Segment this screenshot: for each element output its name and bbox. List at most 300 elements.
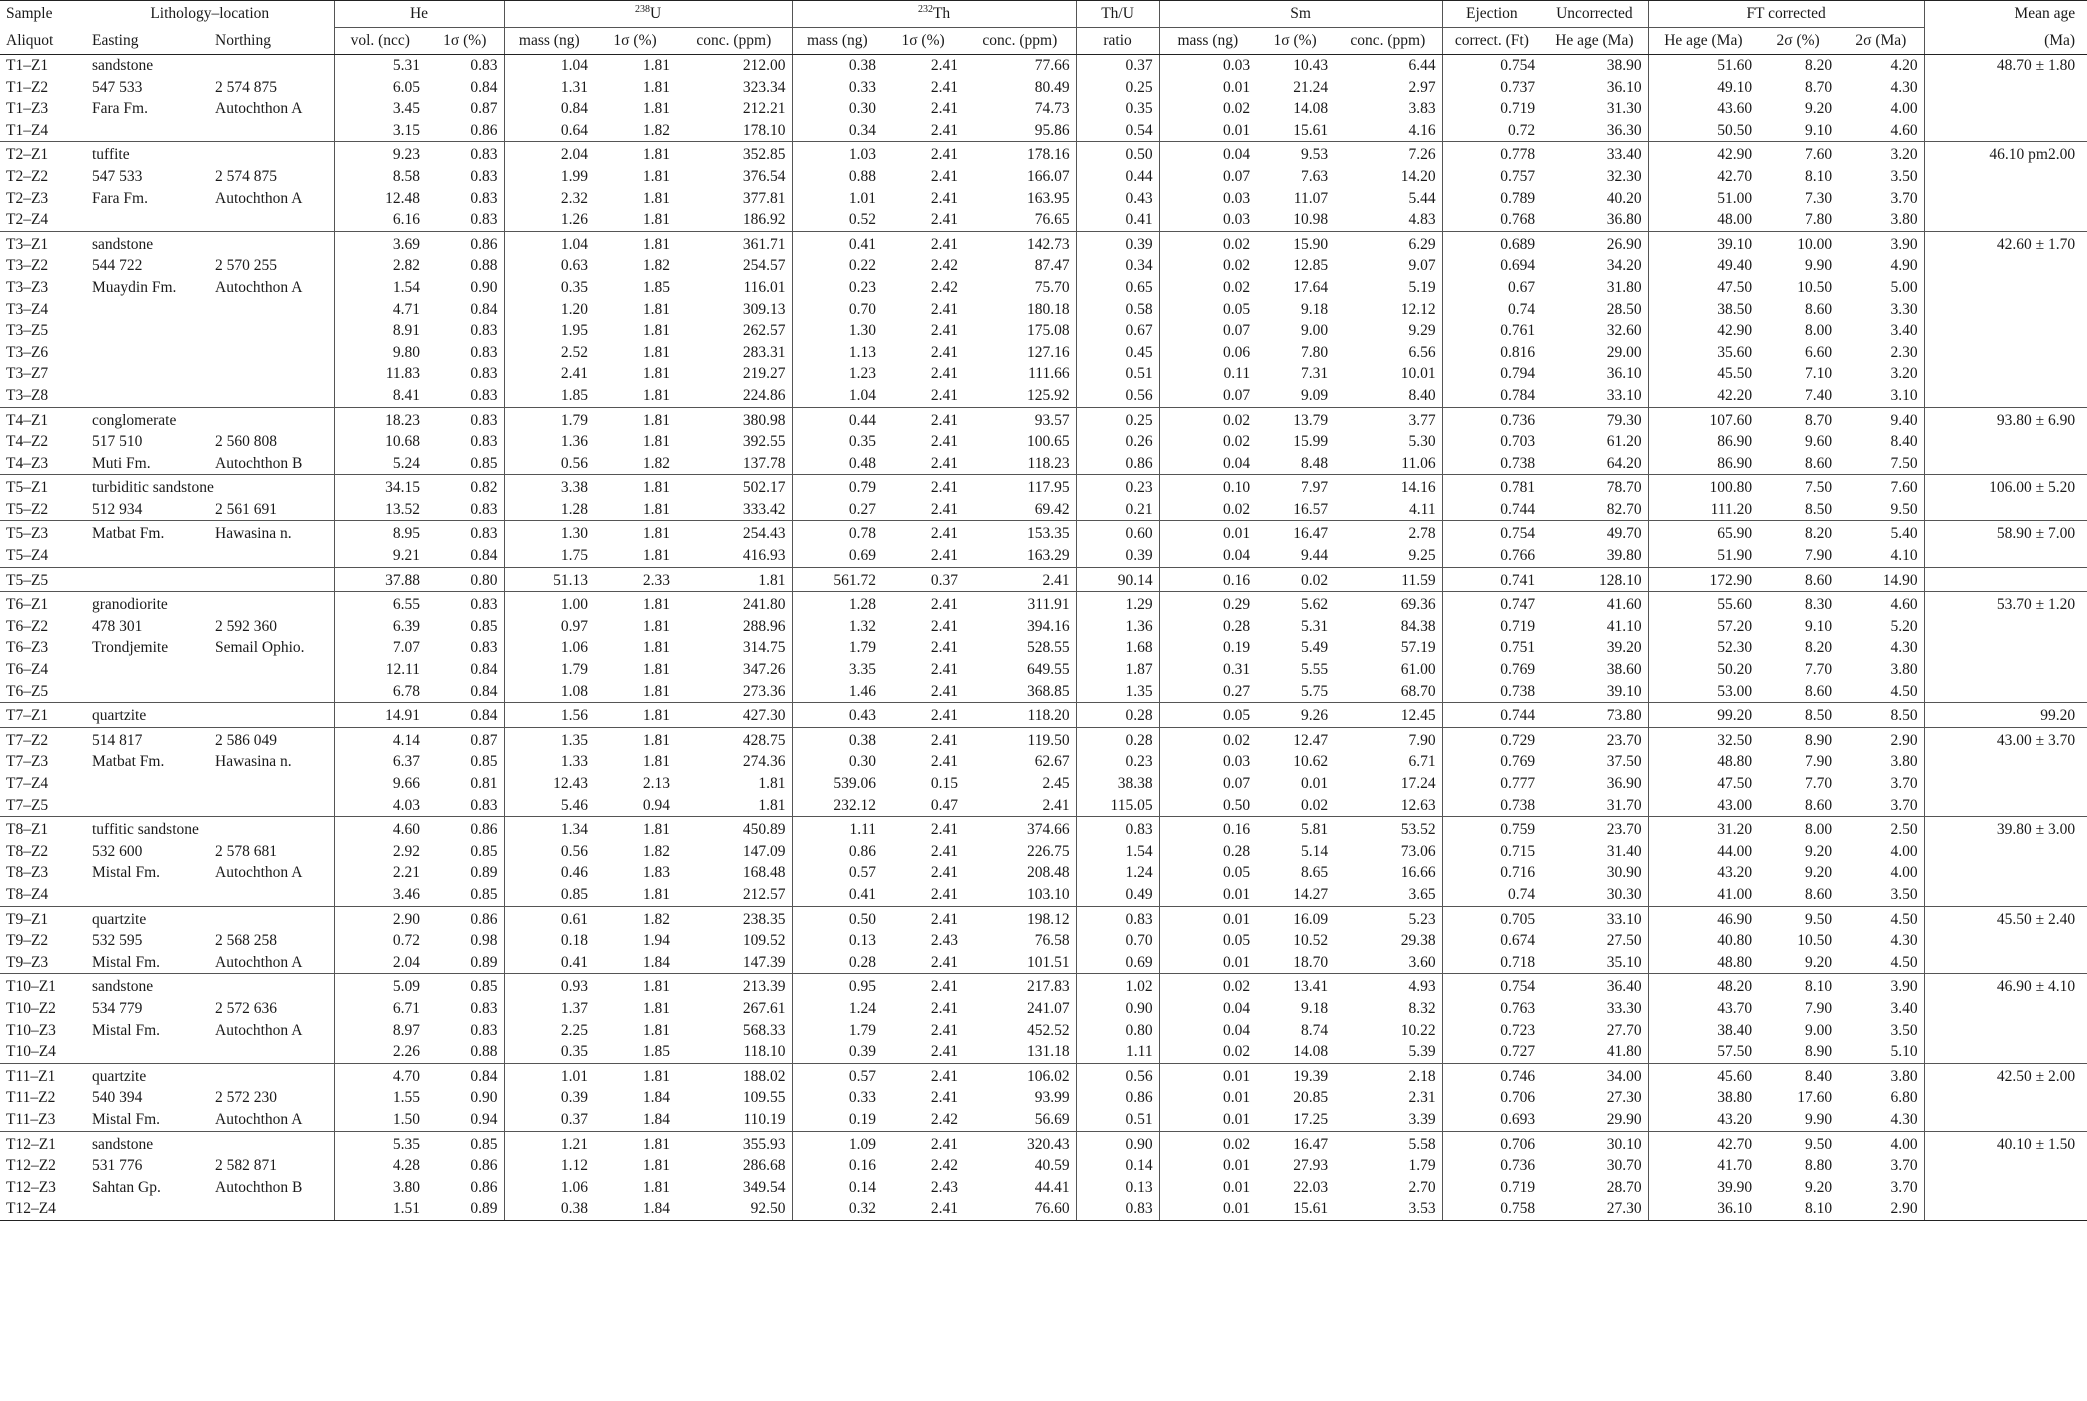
cell-ft-age: 55.60 (1648, 592, 1758, 616)
cell-mean-age-empty (1924, 862, 2087, 884)
cell-ft-sigma-ma: 3.90 (1838, 231, 1924, 255)
cell-sm-sigma: 17.25 (1293, 1110, 1329, 1128)
cell-u-mass: 1.34 (504, 817, 594, 841)
cell-easting: 534 779 (92, 999, 143, 1017)
cell-aliquot: T3–Z5 (6, 322, 49, 340)
cell-u-mass: 1.75 (504, 545, 594, 567)
cell-ft-age: 42.90 (1648, 320, 1758, 342)
cell-he-vol: 4.03 (334, 795, 426, 817)
cell-northing: Autochthon A (215, 864, 303, 882)
cell-sm-conc: 3.60 (1408, 953, 1436, 971)
cell-uncorrected-age: 33.40 (1541, 142, 1648, 166)
cell-ft-sigma-pct: 9.20 (1804, 953, 1833, 971)
cell-u-sigma: 1.81 (594, 592, 676, 616)
cell-ft-sigma-pct: 6.60 (1804, 343, 1833, 361)
cell-mean-age-empty (1924, 1087, 2087, 1109)
cell-ft-sigma-ma: 6.80 (1890, 1089, 1918, 1107)
cell-he-sigma: 0.83 (470, 999, 498, 1017)
cell-u-mass: 1.28 (504, 499, 594, 521)
cell-aliquot: T8–Z3 (6, 864, 49, 882)
cell-th-mass: 0.38 (792, 55, 882, 77)
cell-th-sigma: 2.41 (930, 617, 959, 635)
cell-aliquot: T12–Z4 (0, 1198, 86, 1220)
cell-he-vol: 8.41 (334, 385, 426, 407)
cell-th-conc: 127.16 (1026, 343, 1070, 361)
cell-uncorrected-age: 40.20 (1606, 189, 1642, 207)
table-row (0, 703, 2087, 728)
cell-northing (209, 592, 334, 616)
cell-mean-age-empty (1924, 952, 2087, 974)
cell-uncorrected-age: 38.60 (1606, 661, 1642, 679)
table-row (0, 841, 2087, 863)
table-row (0, 255, 2087, 277)
cell-u-mass: 2.32 (504, 188, 594, 210)
cell-sm-sigma: 0.02 (1256, 567, 1334, 592)
cell-ft-age: 100.80 (1648, 475, 1758, 499)
cell-u-conc: 267.61 (742, 999, 786, 1017)
cell-sm-sigma: 15.99 (1293, 433, 1329, 451)
cell-northing: Hawasina n. (215, 753, 292, 771)
cell-u-sigma: 1.81 (642, 500, 671, 518)
cell-ft-sigma-pct: 7.60 (1758, 142, 1838, 166)
cell-ft: 0.693 (1442, 1109, 1541, 1131)
cell-thu-ratio: 0.37 (1076, 55, 1159, 77)
cell-u-mass: 12.43 (504, 773, 594, 795)
cell-sm-conc: 8.32 (1408, 999, 1436, 1017)
cell-easting (86, 299, 209, 321)
cell-th-conc: 142.73 (964, 231, 1076, 255)
cell-easting: Muti Fm. (92, 454, 151, 472)
cell-easting: Fara Fm. (92, 189, 148, 207)
cell-he-vol: 2.82 (334, 255, 426, 277)
cell-sm-conc: 3.65 (1408, 885, 1436, 903)
cell-easting: 540 394 (92, 1089, 143, 1107)
cell-aliquot: T3–Z2 (6, 257, 49, 275)
cell-ft: 0.67 (1442, 277, 1541, 299)
cell-thu-ratio: 0.83 (1076, 817, 1159, 841)
cell-sm-mass: 0.01 (1159, 884, 1256, 906)
cell-u-mass: 1.26 (504, 209, 594, 231)
cell-sm-sigma: 9.18 (1300, 300, 1329, 318)
cell-sm-mass: 0.16 (1159, 567, 1256, 592)
cell-easting: quartzite (86, 703, 209, 728)
cell-sm-mass: 0.01 (1159, 1155, 1256, 1177)
cell-northing (209, 1131, 334, 1155)
cell-mean-age-empty (1924, 453, 2087, 475)
cell-u-conc: 224.86 (742, 386, 786, 404)
cell-thu-ratio: 0.44 (1076, 166, 1159, 188)
cell-th-mass: 0.22 (792, 255, 882, 277)
cell-sm-conc: 14.16 (1334, 475, 1442, 499)
cell-th-conc: 75.70 (1034, 278, 1070, 296)
cell-he-vol: 3.45 (334, 98, 426, 120)
cell-mean-age-empty (1924, 841, 2087, 863)
table-row (0, 930, 2087, 952)
cell-easting (86, 1041, 209, 1063)
cell-th-mass: 0.35 (792, 431, 882, 453)
cell-easting: Matbat Fm. (86, 521, 209, 545)
cell-ft-age: 35.60 (1648, 342, 1758, 364)
cell-sm-mass: 0.01 (1159, 952, 1256, 974)
cell-sm-conc: 29.38 (1400, 932, 1436, 950)
cell-u-mass: 2.25 (504, 1020, 594, 1042)
cell-ft-sigma-pct: 9.20 (1804, 1178, 1833, 1196)
cell-th-conc: 311.91 (964, 592, 1076, 616)
header-easting: Easting (86, 28, 209, 55)
cell-u-sigma: 2.13 (642, 775, 671, 792)
cell-thu-ratio: 0.21 (1076, 499, 1159, 521)
cell-thu-ratio: 0.65 (1076, 277, 1159, 299)
cell-northing (209, 1198, 334, 1220)
cell-ft-age: 44.00 (1648, 841, 1758, 863)
header-ft-sigma-pct: 2σ (%) (1758, 28, 1838, 55)
cell-mean-age: 39.80 ± 3.00 (1924, 817, 2087, 841)
header-lithology-location: Lithology–location (86, 1, 334, 28)
cell-ft-sigma-pct: 8.00 (1804, 322, 1833, 340)
cell-ft-age: 38.50 (1648, 299, 1758, 321)
cell-thu-ratio: 0.41 (1076, 209, 1159, 231)
cell-thu-ratio: 0.67 (1076, 320, 1159, 342)
cell-th-sigma: 2.42 (930, 1110, 959, 1128)
cell-ft-age: 48.00 (1648, 209, 1758, 231)
cell-th-conc: 175.08 (1026, 322, 1070, 340)
cell-ft-sigma-pct: 8.70 (1804, 78, 1833, 96)
cell-u-conc: 1.81 (676, 567, 792, 592)
cell-u-conc: 427.30 (676, 703, 792, 728)
cell-ft-sigma-ma: 3.80 (1890, 753, 1918, 771)
cell-easting: Mistal Fm. (92, 1110, 161, 1128)
cell-uncorrected-age: 36.90 (1606, 775, 1642, 792)
cell-sm-conc: 14.20 (1400, 167, 1436, 185)
cell-northing (209, 1063, 334, 1087)
cell-thu-ratio: 0.86 (1076, 1087, 1159, 1109)
cell-he-sigma: 0.86 (470, 121, 498, 139)
header-ejection: Ejection (1442, 1, 1541, 28)
cell-th-sigma: 2.41 (930, 343, 959, 361)
cell-ft-sigma-ma: 5.40 (1838, 521, 1924, 545)
cell-u-mass: 1.79 (504, 659, 594, 681)
cell-th-conc: 93.99 (1034, 1089, 1070, 1107)
cell-th-mass: 0.33 (792, 1087, 882, 1109)
cell-sm-mass: 0.01 (1159, 521, 1256, 545)
cell-he-vol: 6.55 (334, 592, 426, 616)
cell-thu-ratio: 0.28 (1076, 703, 1159, 728)
table-row (0, 142, 2087, 166)
cell-sm-mass: 0.04 (1159, 453, 1256, 475)
cell-mean-age-empty (1924, 1155, 2087, 1177)
cell-th-sigma: 2.41 (930, 953, 959, 971)
cell-sm-conc: 6.44 (1334, 55, 1442, 77)
cell-sm-conc: 7.90 (1334, 727, 1442, 751)
cell-thu-ratio: 0.34 (1076, 255, 1159, 277)
cell-easting (86, 209, 209, 231)
cell-ft: 0.759 (1442, 817, 1541, 841)
cell-thu-ratio: 1.35 (1076, 681, 1159, 703)
cell-uncorrected-age: 35.10 (1606, 953, 1642, 971)
cell-easting: Mistal Fm. (92, 864, 161, 882)
cell-aliquot: T10–Z4 (6, 1043, 56, 1061)
header-u238: $^{238}$U (504, 1, 792, 28)
cell-u-sigma: 1.81 (594, 1063, 676, 1087)
cell-th-mass: 3.35 (792, 659, 882, 681)
cell-th-conc: 394.16 (1026, 617, 1070, 635)
cell-u-sigma: 1.81 (642, 1021, 671, 1039)
cell-mean-age-empty (1924, 320, 2087, 342)
cell-he-vol: 12.48 (334, 188, 426, 210)
cell-northing (209, 567, 334, 592)
cell-sm-mass: 0.07 (1159, 166, 1256, 188)
cell-uncorrected-age: 73.80 (1541, 703, 1648, 728)
cell-aliquot: T2–Z4 (6, 211, 49, 229)
cell-sm-mass: 0.01 (1159, 1087, 1256, 1109)
cell-uncorrected-age: 36.10 (1606, 365, 1642, 383)
table-row (0, 1020, 2087, 1042)
table-row (0, 862, 2087, 884)
cell-ft-sigma-ma: 3.70 (1890, 1157, 1918, 1175)
cell-ft: 0.729 (1442, 727, 1541, 751)
cell-sm-sigma: 7.80 (1300, 343, 1329, 361)
cell-ft-sigma-pct: 9.60 (1804, 433, 1833, 451)
cell-th-mass: 539.06 (792, 773, 882, 795)
table-row (0, 545, 2087, 567)
cell-he-sigma: 0.94 (470, 1110, 498, 1128)
cell-u-mass: 0.38 (504, 1198, 594, 1220)
cell-aliquot: T6–Z3 (6, 639, 49, 657)
cell-aliquot: T5–Z1 (0, 475, 86, 499)
cell-easting (86, 884, 209, 906)
cell-u-mass: 51.13 (504, 567, 594, 592)
cell-ft-age: 65.90 (1648, 521, 1758, 545)
cell-aliquot: T7–Z3 (6, 753, 49, 771)
cell-th-conc: 40.59 (1034, 1157, 1070, 1175)
cell-ft-sigma-ma: 4.00 (1890, 864, 1918, 882)
cell-he-sigma: 0.87 (470, 100, 498, 118)
cell-sm-sigma: 8.48 (1300, 454, 1329, 472)
cell-he-vol: 9.66 (334, 773, 426, 795)
cell-he-vol: 4.71 (334, 299, 426, 321)
cell-mean-age: 42.60 ± 1.70 (1924, 231, 2087, 255)
cell-sm-sigma: 12.85 (1293, 257, 1329, 275)
cell-ft-sigma-pct: 17.60 (1797, 1089, 1833, 1107)
table-row (0, 453, 2087, 475)
cell-th-sigma: 2.41 (882, 703, 964, 728)
cell-th-mass: 0.88 (792, 166, 882, 188)
cell-sm-conc: 5.44 (1408, 189, 1436, 207)
cell-thu-ratio: 1.24 (1076, 862, 1159, 884)
cell-he-vol: 2.26 (334, 1041, 426, 1063)
cell-mean-age-empty (1924, 98, 2087, 120)
table-row (0, 77, 2087, 99)
cell-ft-sigma-pct: 8.60 (1804, 682, 1833, 700)
cell-sm-mass: 0.01 (1159, 906, 1256, 930)
cell-uncorrected-age: 39.80 (1606, 547, 1642, 565)
cell-u-sigma: 1.81 (594, 727, 676, 751)
cell-uncorrected-age: 49.70 (1541, 521, 1648, 545)
cell-sm-conc: 53.52 (1334, 817, 1442, 841)
cell-ft-sigma-pct: 8.80 (1804, 1157, 1833, 1175)
cell-u-mass: 0.64 (504, 120, 594, 142)
cell-thu-ratio: 0.69 (1076, 952, 1159, 974)
cell-u-mass: 0.84 (504, 98, 594, 120)
cell-he-vol: 4.60 (334, 817, 426, 841)
cell-u-mass: 0.41 (504, 952, 594, 974)
cell-he-sigma: 0.85 (470, 842, 498, 860)
cell-u-mass: 1.79 (504, 407, 594, 431)
cell-ft: 0.689 (1442, 231, 1541, 255)
cell-th-sigma: 2.41 (930, 547, 959, 565)
cell-aliquot: T1–Z3 (6, 100, 49, 118)
cell-u-mass: 0.56 (504, 841, 594, 863)
cell-ft-age: 45.60 (1648, 1063, 1758, 1087)
cell-northing (209, 55, 334, 77)
cell-u-mass: 1.36 (504, 431, 594, 453)
cell-he-sigma: 0.84 (426, 1063, 504, 1087)
cell-uncorrected-age: 30.30 (1606, 885, 1642, 903)
cell-mean-age-empty (1924, 681, 2087, 703)
cell-he-vol: 3.15 (334, 120, 426, 142)
cell-u-mass: 1.12 (504, 1155, 594, 1177)
cell-sm-sigma: 12.47 (1256, 727, 1334, 751)
cell-thu-ratio: 0.80 (1076, 1020, 1159, 1042)
cell-th-mass: 0.28 (792, 952, 882, 974)
cell-thu-ratio: 0.39 (1076, 545, 1159, 567)
cell-th-conc: 241.07 (1026, 999, 1070, 1017)
cell-sm-conc: 68.70 (1400, 682, 1436, 700)
cell-he-vol: 0.72 (334, 930, 426, 952)
cell-ft-sigma-ma: 3.70 (1890, 189, 1918, 207)
cell-ft-sigma-ma: 4.00 (1890, 100, 1918, 118)
cell-he-vol: 7.07 (334, 637, 426, 659)
cell-easting: 532 595 (92, 932, 143, 950)
cell-ft-age: 57.20 (1648, 616, 1758, 638)
cell-northing (209, 475, 334, 499)
cell-thu-ratio: 0.90 (1076, 1131, 1159, 1155)
cell-aliquot: T4–Z1 (0, 407, 86, 431)
cell-u-sigma: 1.81 (594, 974, 676, 998)
cell-sm-conc: 2.70 (1408, 1178, 1436, 1196)
cell-th-sigma: 2.41 (930, 1043, 959, 1061)
cell-northing (209, 231, 334, 255)
cell-he-vol: 5.35 (334, 1131, 426, 1155)
cell-u-conc: 110.19 (743, 1110, 786, 1128)
cell-u-sigma: 1.81 (642, 547, 671, 565)
cell-he-sigma: 0.86 (426, 906, 504, 930)
cell-ft-age: 38.40 (1648, 1020, 1758, 1042)
table-row (0, 567, 2087, 592)
cell-northing: Semail Ophio. (215, 639, 305, 657)
cell-th-sigma: 2.42 (930, 278, 959, 296)
cell-aliquot: T5–Z5 (0, 567, 86, 592)
cell-northing: 2 574 875 (215, 78, 277, 96)
cell-u-mass: 2.52 (504, 342, 594, 364)
cell-sm-sigma: 5.31 (1300, 617, 1329, 635)
cell-ft: 0.738 (1442, 453, 1541, 475)
cell-sm-mass: 0.02 (1159, 727, 1256, 751)
cell-he-vol: 34.15 (334, 475, 426, 499)
cell-sm-conc: 6.56 (1408, 343, 1436, 361)
cell-th-mass: 1.46 (792, 681, 882, 703)
cell-u-sigma: 1.82 (642, 257, 671, 275)
cell-sm-mass: 0.01 (1159, 1109, 1256, 1131)
cell-northing: Autochthon A (215, 1110, 303, 1128)
cell-th-sigma: 2.41 (930, 661, 959, 679)
cell-u-conc: 352.85 (676, 142, 792, 166)
cell-he-vol: 6.39 (334, 616, 426, 638)
cell-aliquot: T5–Z3 (0, 521, 86, 545)
cell-u-conc: 147.09 (742, 842, 786, 860)
cell-northing: 2 592 360 (215, 617, 277, 635)
cell-aliquot: T6–Z4 (6, 661, 49, 679)
cell-th-sigma: 2.41 (930, 885, 959, 903)
cell-sm-conc: 3.53 (1334, 1198, 1442, 1220)
cell-easting: 547 533 (92, 78, 143, 96)
cell-easting: 517 510 (92, 433, 143, 451)
cell-thu-ratio: 1.68 (1076, 637, 1159, 659)
cell-ft-age: 51.60 (1648, 55, 1758, 77)
cell-ft: 0.784 (1442, 385, 1541, 407)
cell-sm-sigma: 5.49 (1300, 639, 1329, 657)
cell-sm-mass: 0.04 (1159, 142, 1256, 166)
cell-sm-conc: 5.58 (1334, 1131, 1442, 1155)
cell-ft-sigma-ma: 9.50 (1890, 500, 1918, 518)
cell-northing (209, 817, 334, 841)
header-mean-age: Mean age (1924, 1, 2087, 28)
cell-ft: 0.705 (1442, 906, 1541, 930)
cell-mean-age-empty (1924, 1198, 2087, 1220)
cell-northing: Autochthon A (215, 189, 303, 207)
table-row (0, 1131, 2087, 1155)
cell-ft-age: 43.00 (1648, 795, 1758, 817)
header-ma: (Ma) (1924, 28, 2087, 55)
cell-he-sigma: 0.85 (470, 617, 498, 635)
cell-easting: sandstone (86, 974, 209, 998)
cell-ft: 0.751 (1442, 637, 1541, 659)
cell-northing (209, 545, 334, 567)
cell-sm-sigma: 11.07 (1293, 189, 1329, 207)
cell-aliquot: T1–Z2 (6, 78, 49, 96)
cell-u-conc: 323.34 (742, 78, 786, 96)
cell-th-mass: 1.30 (792, 320, 882, 342)
cell-ft-sigma-pct: 10.50 (1797, 932, 1833, 950)
cell-th-sigma: 2.41 (882, 974, 964, 998)
cell-ft-age: 51.00 (1648, 188, 1758, 210)
cell-northing: 2 572 230 (215, 1089, 277, 1107)
cell-ft-age: 47.50 (1648, 773, 1758, 795)
cell-th-sigma: 2.42 (930, 1157, 959, 1175)
cell-easting: Fara Fm. (92, 100, 148, 118)
cell-he-sigma: 0.85 (470, 753, 498, 771)
cell-u-sigma: 1.81 (642, 661, 671, 679)
cell-easting (86, 545, 209, 567)
cell-ft-sigma-pct: 9.10 (1804, 617, 1833, 635)
cell-ft-sigma-ma: 3.10 (1890, 386, 1918, 404)
cell-thu-ratio: 0.45 (1076, 342, 1159, 364)
cell-sm-sigma: 9.18 (1300, 999, 1329, 1017)
cell-he-vol: 5.31 (334, 55, 426, 77)
cell-easting: Trondjemite (92, 639, 169, 657)
cell-ft: 0.758 (1442, 1198, 1541, 1220)
cell-he-sigma: 0.83 (426, 407, 504, 431)
cell-ft: 0.719 (1442, 98, 1541, 120)
table-row (0, 55, 2087, 77)
cell-ft: 0.719 (1442, 1177, 1541, 1199)
cell-ft: 0.719 (1442, 616, 1541, 638)
cell-sm-mass: 0.05 (1159, 862, 1256, 884)
cell-aliquot: T9–Z2 (6, 932, 49, 950)
cell-thu-ratio: 0.26 (1076, 431, 1159, 453)
cell-th-sigma: 2.41 (930, 682, 959, 700)
cell-u-mass: 2.41 (504, 363, 594, 385)
